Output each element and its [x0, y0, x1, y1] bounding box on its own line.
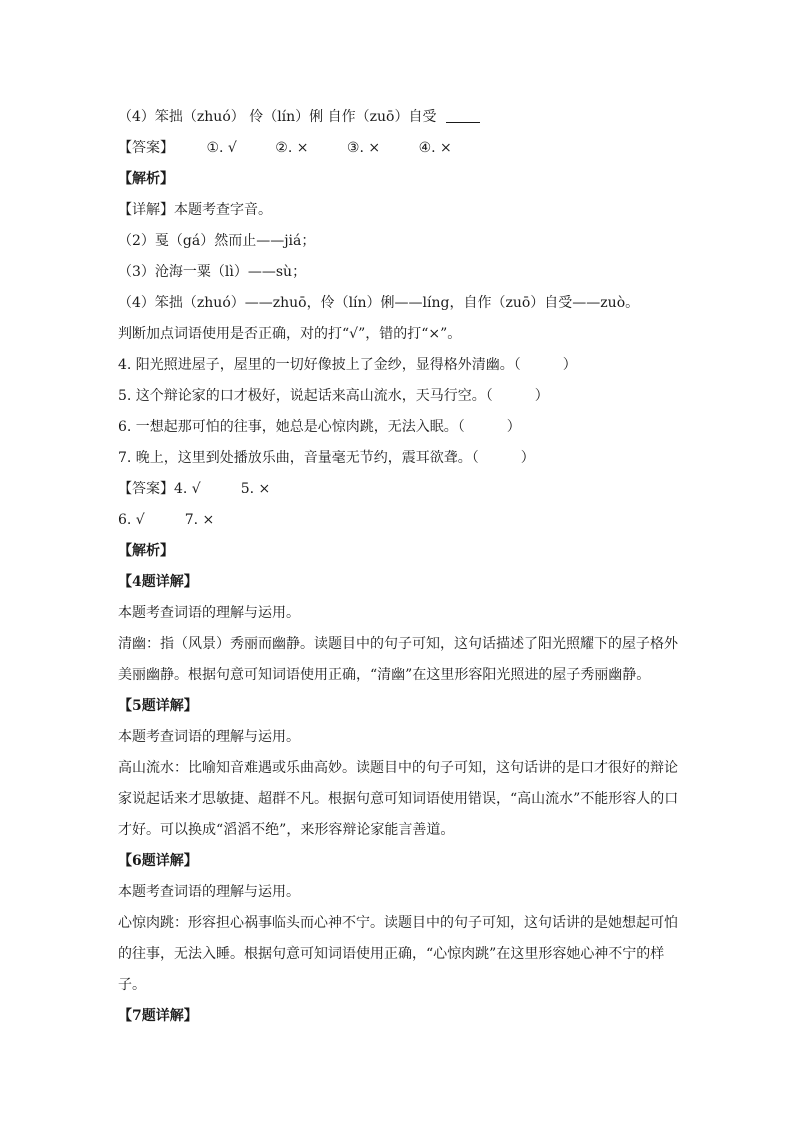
- answer2-row-2: [118, 505, 688, 536]
- detail-4-body: 清幽：指（风景）秀丽而幽静。读题目中的句子可知，这句话描述了阳光照耀下的屋子格外美丽幽静。根据句意可知词语使用正确，“清幽”在这里形容阳光照进的屋子秀丽幽静。: [118, 636, 678, 683]
- answer-item: ④. ×: [418, 140, 452, 156]
- detail-5-title: 【5题详解】: [118, 698, 198, 714]
- detail-7-title: 【7题详解】: [118, 1008, 198, 1024]
- detail-6-body: 心惊肉跳：形容担心祸事临头而心神不宁。读题目中的句子可知，这句话讲的是她想起可怕的往事，无法入睡。根据句意可知词语使用正确，“心惊肉跳”在这里形容她心神不宁的样子。: [118, 915, 678, 993]
- question-4-pinyin: [118, 102, 688, 133]
- question-6: 6. 一想起那可怕的往事，她总是心惊肉跳，无法入眠。（ ）: [118, 419, 521, 435]
- answer-item: ①. √: [206, 140, 237, 156]
- answer2-row-1: [118, 474, 688, 505]
- detail-2: （2）戛（gá）然而止——jiá；: [118, 233, 316, 249]
- answer-label: 【答案】: [118, 140, 174, 156]
- question-text: （4）笨拙（zhuó） 伶（lín）俐 自作（zuō）自受: [118, 109, 437, 125]
- detail-6-intro: 本题考查词语的理解与运用。: [118, 884, 300, 900]
- answer-item: ②. ×: [275, 140, 309, 156]
- detail-6-title: 【6题详解】: [118, 853, 198, 869]
- answer-item: ③. ×: [346, 140, 381, 156]
- answer-item: 6. √: [118, 512, 145, 528]
- detail-5-intro: 本题考查词语的理解与运用。: [118, 729, 300, 745]
- instruction: 判断加点词语使用是否正确，对的打“√”，错的打“×”。: [118, 326, 462, 342]
- document-content: [118, 102, 688, 1032]
- detail-intro: 【详解】本题考查字音。: [118, 202, 272, 218]
- question-7: 7. 晚上，这里到处播放乐曲，音量毫无节约，震耳欲聋。（ ）: [118, 450, 535, 466]
- answer-label: 【答案】: [118, 481, 174, 497]
- analysis-label: 【解析】: [118, 171, 174, 187]
- answer-item: 5. ×: [240, 481, 271, 497]
- answer-blank: [446, 108, 480, 123]
- detail-4-title: 【4题详解】: [118, 574, 198, 590]
- answer-row: [118, 133, 688, 164]
- question-5: 5. 这个辩论家的口才极好，说起话来高山流水，天马行空。（ ）: [118, 388, 549, 404]
- question-4: 4. 阳光照进屋子，屋里的一切好像披上了金纱，显得格外清幽。（ ）: [118, 357, 577, 373]
- analysis-label: 【解析】: [118, 543, 174, 559]
- detail-5-body: 高山流水：比喻知音难遇或乐曲高妙。读题目中的句子可知，这句话讲的是口才很好的辩论家说起话来才思敏捷、超群不凡。根据句意可知词语使用错误，“高山流水”不能形容人的口才好。可以换成“滔滔不绝”，来形容辩论家能言善道。: [118, 760, 679, 838]
- detail-4-intro: 本题考查词语的理解与运用。: [118, 605, 300, 621]
- answer-item: 7. ×: [184, 512, 215, 528]
- detail-3: （3）沧海一粟（lì）——sù；: [118, 264, 307, 280]
- detail-4: （4）笨拙（zhuó）——zhuō，伶（lín）俐——líng，自作（zuō）自受——zuò。: [118, 295, 640, 311]
- answer-item: 4. √: [174, 481, 201, 497]
